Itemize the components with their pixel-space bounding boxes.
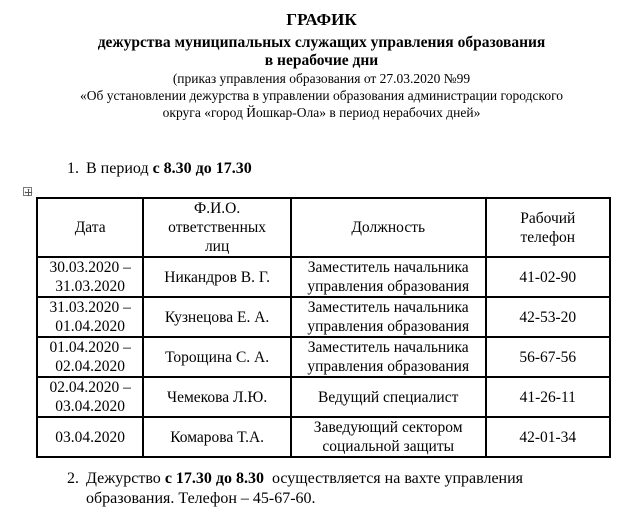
cell-position-line1: Заместитель начальника — [307, 299, 469, 316]
cell-date-line2: 03.04.2020 — [55, 398, 126, 415]
cell-date-line2: 01.04.2020 — [55, 318, 126, 335]
cell-position-line2: управления образования — [307, 358, 470, 375]
cell-date-line1: 02.04.2020 – — [49, 379, 131, 396]
order-reference-line3: округа «город Йошкар-Ола» в период нерабочих дней» — [162, 105, 481, 120]
section-2-time: с 17.30 до 8.30 — [164, 470, 265, 487]
cell-date — [37, 297, 143, 337]
cell-position-line1: Ведущий специалист — [317, 388, 459, 406]
cell-position — [291, 417, 486, 457]
header-fio-line2: ответственных — [168, 219, 267, 236]
cell-position — [291, 377, 486, 417]
section-2-number: 2. — [67, 470, 79, 487]
cell-fio: Торощина С. А. — [143, 337, 291, 377]
section-2 — [67, 469, 523, 509]
move-arrows-icon — [24, 188, 33, 197]
header-fio-line1: Ф.И.О. — [193, 200, 241, 217]
table-row — [37, 377, 610, 417]
cell-position-line2: управления образования — [307, 318, 470, 335]
table-row — [37, 297, 610, 337]
cell-date — [37, 377, 143, 417]
cell-position-line2: социальной защиты — [322, 438, 455, 455]
table-header-row — [37, 198, 610, 257]
order-reference-line1: (приказ управления образования от 27.03.2020 №99 — [172, 71, 471, 86]
header-fio — [143, 198, 291, 257]
document-title: ГРАФИК — [286, 10, 357, 29]
table-row — [37, 337, 610, 377]
header-phone-line2: телефон — [520, 228, 576, 246]
section-1 — [67, 159, 252, 179]
table-row — [37, 417, 610, 457]
header-phone — [486, 198, 610, 257]
cell-position-line2: управления образования — [307, 278, 470, 295]
cell-phone: 41-02-90 — [486, 257, 610, 297]
cell-date-line1: 01.04.2020 – — [49, 339, 131, 356]
document-subtitle-line2: в нерабочие дни — [264, 52, 379, 69]
cell-position-line1: Заместитель начальника — [307, 339, 469, 356]
cell-position — [291, 337, 486, 377]
section-1-time: с 8.30 до 17.30 — [152, 160, 252, 177]
section-2-line2: образования. Телефон – 45-67-60. — [86, 490, 316, 507]
document-subtitle-line1: дежурства муниципальных служащих управления образования — [97, 34, 546, 51]
cell-date — [37, 417, 143, 457]
cell-phone: 42-53-20 — [486, 297, 610, 337]
cell-position-line1: Заместитель начальника — [307, 259, 469, 276]
section-1-text: В период — [86, 160, 153, 177]
header-phone-line1: Рабочий — [520, 209, 576, 227]
cell-fio: Никандров В. Г. — [143, 257, 291, 297]
section-1-number: 1. — [67, 160, 79, 177]
cell-position-line1: Заведующий сектором — [313, 419, 463, 436]
cell-date-line2: 31.03.2020 — [55, 278, 126, 295]
cell-date-line1: 30.03.2020 – — [49, 259, 131, 276]
cell-phone: 42-01-34 — [486, 417, 610, 457]
header-date: Дата — [37, 198, 143, 257]
cell-date — [37, 337, 143, 377]
cell-phone: 56-67-56 — [486, 337, 610, 377]
cell-date-line1: 31.03.2020 – — [49, 299, 131, 316]
cell-date — [37, 257, 143, 297]
cell-phone: 41-26-11 — [486, 377, 610, 417]
table-row — [37, 257, 610, 297]
header-fio-line3: лиц — [204, 238, 230, 255]
cell-fio: Комарова Т.А. — [143, 417, 291, 457]
order-reference-line2: «Об установлении дежурства в управлении образования администрации городского — [79, 88, 564, 103]
table-move-handle-icon[interactable] — [23, 187, 32, 196]
cell-position — [291, 297, 486, 337]
section-2-text-before: Дежурство — [86, 470, 165, 487]
duty-schedule-table — [36, 197, 611, 458]
cell-fio: Чемекова Л.Ю. — [143, 377, 291, 417]
cell-position — [291, 257, 486, 297]
cell-date-line2: 02.04.2020 — [55, 358, 126, 375]
cell-date-line1: 03.04.2020 — [55, 428, 126, 446]
header-position: Должность — [291, 198, 486, 257]
cell-fio: Кузнецова Е. А. — [143, 297, 291, 337]
section-2-text-after: осуществляется на вахте управления — [264, 470, 524, 487]
